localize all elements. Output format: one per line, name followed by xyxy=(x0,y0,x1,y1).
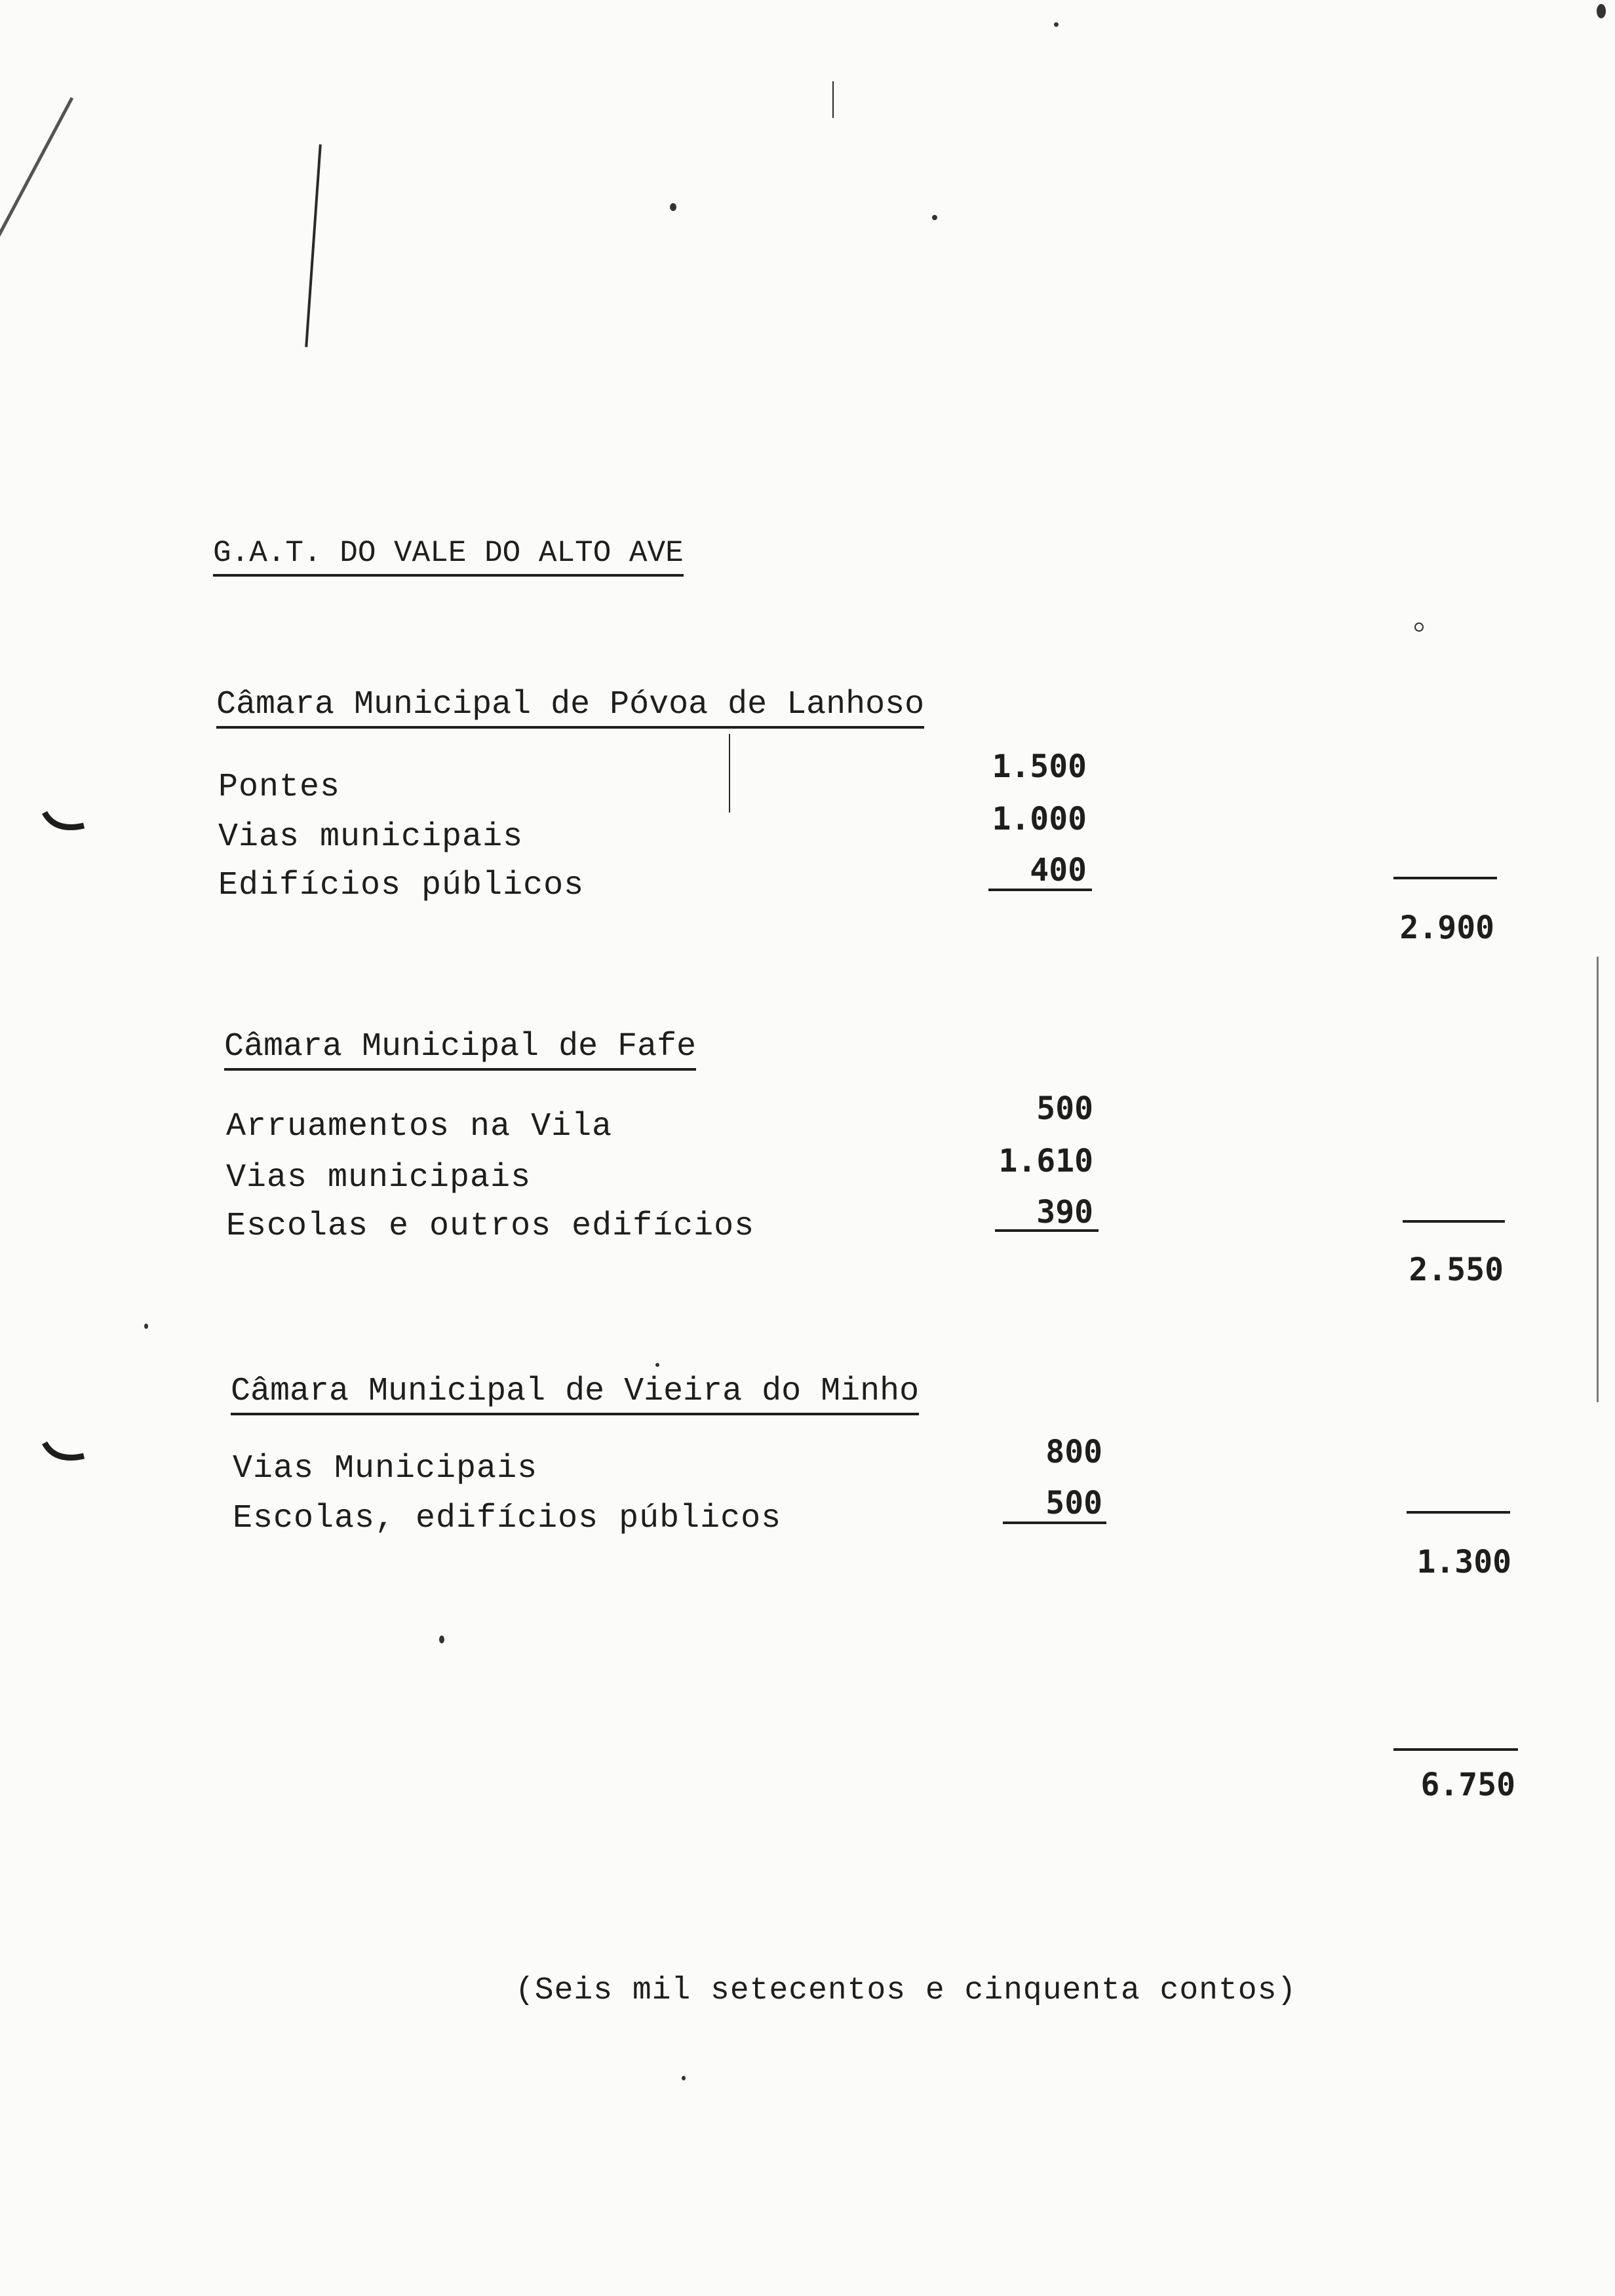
grand-total-rule xyxy=(1393,1748,1518,1751)
scan-speck xyxy=(670,203,676,211)
item-label: Vias Municipais xyxy=(233,1450,538,1487)
item-label: Escolas, edifícios públicos xyxy=(233,1500,782,1537)
scan-speck xyxy=(1414,622,1424,632)
scan-speck xyxy=(655,1363,659,1367)
item-value: 800 xyxy=(1045,1434,1102,1470)
scan-mark xyxy=(1597,957,1599,1402)
section-heading-fafe: Câmara Municipal de Fafe xyxy=(224,1027,696,1071)
subtotal-rule xyxy=(1393,877,1497,879)
scan-speck xyxy=(932,215,937,220)
scan-speck xyxy=(1054,22,1059,27)
scan-bracket-mark xyxy=(42,1439,88,1472)
item-value: 1.500 xyxy=(992,748,1087,785)
scan-speck xyxy=(682,2076,686,2080)
item-label: Arruamentos na Vila xyxy=(226,1108,613,1145)
section-subtotal: 1.300 xyxy=(1416,1544,1511,1580)
scan-mark xyxy=(729,734,730,813)
item-label: Vias municipais xyxy=(226,1159,532,1196)
item-label: Edifícios públicos xyxy=(218,867,585,904)
subtotal-rule xyxy=(1403,1220,1505,1223)
scan-speck xyxy=(144,1324,148,1329)
column-sum-rule xyxy=(1003,1521,1106,1524)
section-subtotal: 2.900 xyxy=(1399,909,1494,946)
scan-bracket-mark xyxy=(42,809,88,841)
scan-mark xyxy=(0,97,73,290)
grand-total: 6.750 xyxy=(1420,1767,1515,1803)
item-value: 390 xyxy=(1036,1194,1093,1231)
item-label: Escolas e outros edifícios xyxy=(226,1208,755,1245)
column-sum-rule xyxy=(988,889,1092,891)
section-heading-povoa-de-lanhoso: Câmara Municipal de Póvoa de Lanhoso xyxy=(216,685,924,729)
column-sum-rule xyxy=(995,1229,1099,1232)
item-value: 500 xyxy=(1045,1485,1102,1521)
item-label: Pontes xyxy=(218,769,341,806)
scan-mark xyxy=(832,81,834,118)
amount-in-words: (Seis mil setecentos e cinquenta contos) xyxy=(515,1973,1297,2008)
section-heading-vieira-do-minho: Câmara Municipal de Vieira do Minho xyxy=(231,1372,919,1415)
item-value: 400 xyxy=(1030,852,1087,889)
scan-mark xyxy=(305,144,322,347)
scan-speck xyxy=(1597,4,1606,18)
item-label: Vias municipais xyxy=(218,818,524,856)
subtotal-rule xyxy=(1407,1511,1510,1514)
item-value: 1.610 xyxy=(998,1143,1093,1179)
item-value: 1.000 xyxy=(992,801,1087,837)
document-title: G.A.T. DO VALE DO ALTO AVE xyxy=(213,533,684,577)
section-subtotal: 2.550 xyxy=(1409,1252,1504,1288)
item-value: 500 xyxy=(1036,1090,1093,1127)
scan-speck xyxy=(439,1636,444,1643)
